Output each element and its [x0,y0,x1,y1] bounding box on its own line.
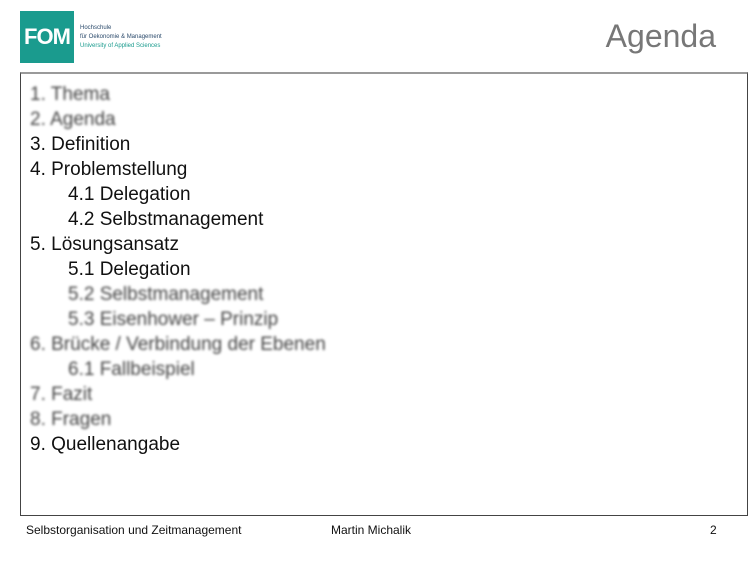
agenda-item: 7. Fazit [30,384,93,405]
agenda-item: 5.2 Selbstmanagement [68,284,264,305]
footer-author: Martin Michalik [331,523,412,537]
agenda-item: 1. Thema [30,84,110,105]
agenda-item: 5.1 Delegation [68,259,191,280]
logo-line-2: für Oekonomie & Management [80,33,162,40]
agenda-item: 5. Lösungsansatz [30,234,179,255]
logo-text [80,25,162,50]
logo-line-3: University of Applied Sciences [80,42,161,49]
slide-title: Agenda [605,18,716,54]
agenda-item: 5.3 Eisenhower – Prinzip [68,309,279,330]
footer-topic: Selbstorganisation und Zeitmanagement [26,523,242,537]
agenda-item: 8. Fragen [30,409,112,430]
agenda-item: 4.2 Selbstmanagement [68,209,264,230]
fom-logo [20,10,206,64]
logo-mark: FOM [20,11,74,63]
logo-line-1: Hochschule [80,24,112,31]
agenda-list [30,82,326,457]
agenda-item: 3. Definition [30,134,131,155]
agenda-item: 9. Quellenangabe [30,434,181,455]
agenda-item: 2. Agenda [30,109,116,130]
agenda-item: 6.1 Fallbeispiel [68,359,195,380]
page-number: 2 [710,523,717,537]
agenda-item: 6. Brücke / Verbindung der Ebenen [30,334,326,355]
agenda-item: 4.1 Delegation [68,184,191,205]
agenda-item: 4. Problemstellung [30,159,188,180]
